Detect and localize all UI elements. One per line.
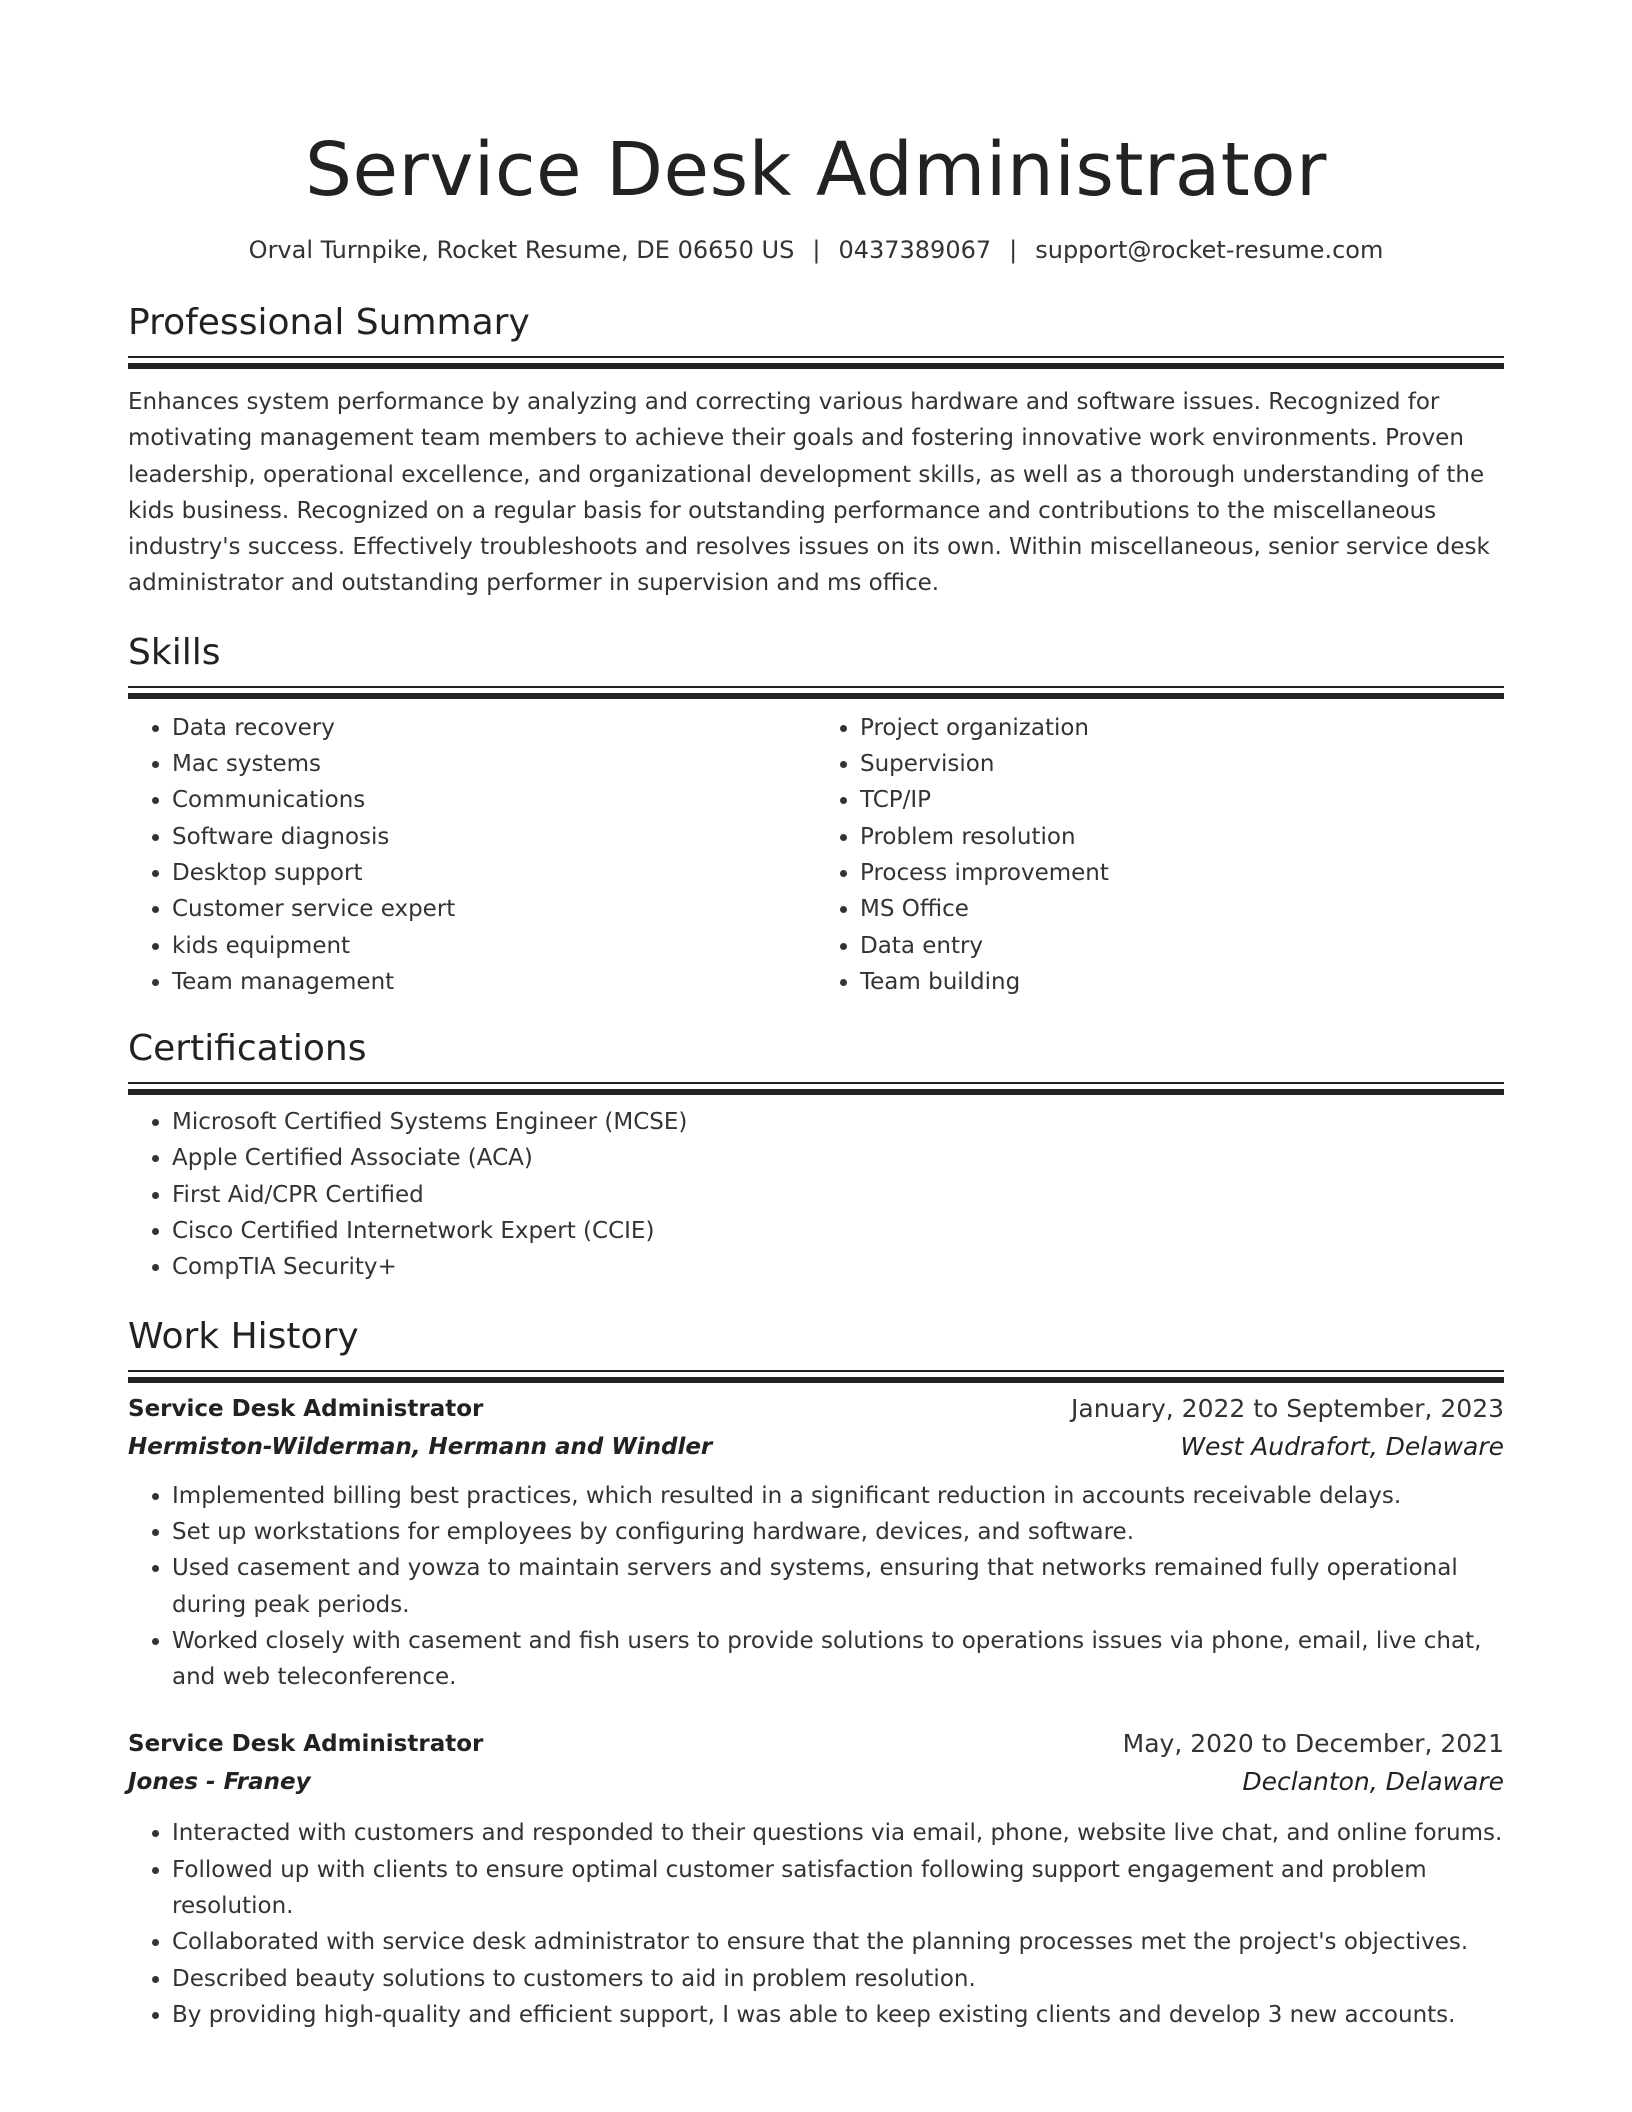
section-divider xyxy=(128,686,1504,688)
job-dates: May, 2020 to December, 2021 xyxy=(1122,1729,1504,1759)
skill-item: • Problem resolution xyxy=(860,819,1504,855)
section-title-skills: Skills xyxy=(128,631,221,673)
certifications-section xyxy=(128,1026,1504,1285)
skill-item: • Data entry xyxy=(860,928,1504,964)
skill-item: • Team management xyxy=(172,964,816,1000)
skill-item: • Communications xyxy=(172,782,816,818)
job-company: Hermiston-Wilderman, Hermann and Windler xyxy=(128,1433,713,1460)
contact-phone: 0437389067 xyxy=(838,236,992,264)
job-subheader xyxy=(128,1763,1504,1801)
contact-address: Orval Turnpike, Rocket Resume, DE 06650 US xyxy=(248,236,795,264)
skill-item: • Data recovery xyxy=(172,710,816,746)
job-bullet: • By providing high-quality and efficient support, I was able to keep existing clients and develop 3 new accounts. xyxy=(172,1997,1504,2033)
job-header xyxy=(128,1725,1504,1763)
job-dates: January, 2022 to September, 2023 xyxy=(1071,1393,1504,1423)
section-divider xyxy=(128,1082,1504,1084)
summary-text: Enhances system performance by analyzing and correcting various hardware and software issues. Recognized for motivating management team members to achieve their goals and fostering innovative work environments. Proven leadership, operational excellence, and organizational development skills, as well as a thorough understanding of the kids business. Recognized on a regular basis for outstanding performance and contributions to the miscellaneous industry's success. Effectively troubleshoots and resolves issues on its own. Within miscellaneous, senior service desk administrator and outstanding performer in supervision and ms office. xyxy=(128,389,1490,597)
job-bullet: • Described beauty solutions to customers to aid in problem resolution. xyxy=(172,1961,1504,1997)
job-company: Jones - Franey xyxy=(128,1769,311,1796)
job-location: West Audrafort, Delaware xyxy=(1180,1431,1504,1461)
skill-item: • Supervision xyxy=(860,746,1504,782)
skill-item: • Customer service expert xyxy=(172,891,816,927)
section-title-summary: Professional Summary xyxy=(128,302,530,343)
contact-email[interactable]: support@rocket-resume.com xyxy=(1035,236,1384,264)
section-divider xyxy=(128,1370,1504,1372)
certification-item: • Cisco Certified Internetwork Expert (CCIE) xyxy=(172,1213,1504,1249)
job-bullets xyxy=(128,1815,1504,2033)
contact-line xyxy=(128,234,1504,266)
skill-item: • TCP/IP xyxy=(860,782,1504,818)
skill-item: • Mac systems xyxy=(172,746,816,782)
job-bullet: • Worked closely with casement and fish users to provide solutions to operations issues via phone, email, live chat, and web teleconference. xyxy=(172,1623,1504,1696)
skills-list-right xyxy=(816,710,1504,1000)
certification-item: • CompTIA Security+ xyxy=(172,1249,1504,1285)
certification-item: • Microsoft Certified Systems Engineer (MCSE) xyxy=(172,1104,1504,1140)
job-title: Service Desk Administrator xyxy=(128,1395,484,1422)
resume-page xyxy=(128,0,1504,2033)
contact-separator: | xyxy=(1009,236,1018,264)
contact-separator: | xyxy=(812,236,821,264)
job-location: Declanton, Delaware xyxy=(1242,1767,1504,1797)
section-divider xyxy=(128,356,1504,358)
section-title-work-history: Work History xyxy=(128,1315,359,1357)
summary-section xyxy=(128,300,1504,602)
certification-item: • First Aid/CPR Certified xyxy=(172,1177,1504,1213)
job-entry xyxy=(128,1390,1504,1696)
skill-item: • MS Office xyxy=(860,891,1504,927)
job-bullet: • Followed up with clients to ensure optimal customer satisfaction following support engagement and problem resolution. xyxy=(172,1852,1504,1925)
job-bullet: • Interacted with customers and responded to their questions via email, phone, website live chat, and online forums. xyxy=(172,1815,1504,1851)
job-entry xyxy=(128,1725,1504,2033)
skills-list-left xyxy=(128,710,816,1000)
job-title: Service Desk Administrator xyxy=(128,1731,484,1758)
job-bullets xyxy=(128,1478,1504,1696)
skill-item: • Desktop support xyxy=(172,855,816,891)
skill-item: • Project organization xyxy=(860,710,1504,746)
job-bullet: • Implemented billing best practices, which resulted in a significant reduction in accounts receivable delays. xyxy=(172,1478,1504,1514)
skill-item: • kids equipment xyxy=(172,928,816,964)
skills-columns xyxy=(128,710,1504,1000)
work-history-section xyxy=(128,1314,1504,2034)
section-title-certifications: Certifications xyxy=(128,1028,367,1070)
job-bullet: • Set up workstations for employees by configuring hardware, devices, and software. xyxy=(172,1514,1504,1550)
job-bullet: • Used casement and yowza to maintain servers and systems, ensuring that networks remained fully operational during peak periods. xyxy=(172,1550,1504,1623)
job-header xyxy=(128,1390,1504,1428)
skill-item: • Process improvement xyxy=(860,855,1504,891)
skills-section xyxy=(128,630,1504,1000)
job-subheader xyxy=(128,1428,1504,1466)
resume-name: Service Desk Administrator xyxy=(305,127,1327,213)
certifications-list xyxy=(128,1104,1504,1285)
skill-item: • Team building xyxy=(860,964,1504,1000)
job-bullet: • Collaborated with service desk administrator to ensure that the planning processes met the project's objectives. xyxy=(172,1924,1504,1960)
certification-item: • Apple Certified Associate (ACA) xyxy=(172,1140,1504,1176)
skill-item: • Software diagnosis xyxy=(172,819,816,855)
